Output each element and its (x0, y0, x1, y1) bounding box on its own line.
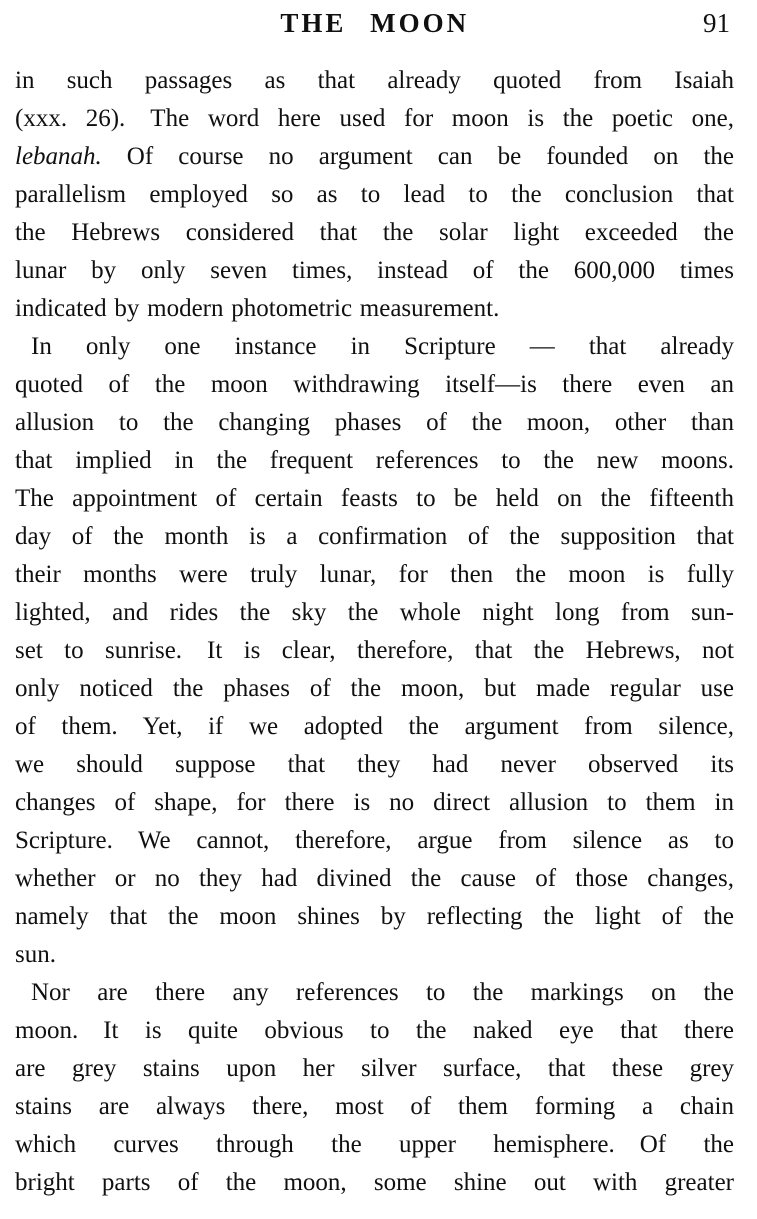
text-line: sun. (15, 941, 56, 968)
text-line: The appointment of certain feasts to be held on the fifteenth (15, 485, 734, 512)
text-line: namely that the moon shines by reflecting the light of the (15, 903, 734, 930)
text-line: day of the month is a confirmation of the supposition that (15, 523, 734, 550)
text-line: which curves through the upper hemisphere. Of the (15, 1131, 734, 1158)
text-line: changes of shape, for there is no direct allusion to them in (15, 789, 734, 816)
text-line: only noticed the phases of the moon, but made regular use (15, 675, 734, 702)
text-line: whether or no they had divined the cause of those changes, (15, 865, 734, 892)
text-line: parallelism employed so as to lead to the conclusion that (15, 181, 734, 208)
text-line: (xxx. 26). The word here used for moon is the poetic one, (15, 105, 734, 132)
text-line: are grey stains upon her silver surface, that these grey (15, 1055, 734, 1082)
text-line: Nor are there any references to the markings on the (31, 979, 734, 1006)
text-line: indicated by modern photometric measurement. (15, 295, 500, 322)
text-line: we should suppose that they had never observed its (15, 751, 734, 778)
text-line: lunar by only seven times, instead of the 600,000 times (15, 257, 734, 284)
text-line: bright parts of the moon, some shine out with greater (15, 1169, 734, 1196)
text-line: moon. It is quite obvious to the naked eye that there (15, 1017, 734, 1044)
running-head (0, 6, 757, 48)
text-line: lighted, and rides the sky the whole night long from sun- (15, 599, 734, 626)
running-head-title: THE MOON (280, 8, 470, 38)
text-line: In only one instance in Scripture — that already (31, 333, 734, 360)
text-line: allusion to the changing phases of the moon, other than (15, 409, 734, 436)
page-body (15, 62, 734, 1202)
text-line: set to sunrise. It is clear, therefore, that the Hebrews, not (15, 637, 734, 664)
text-line: that implied in the frequent references to the new moons. (15, 447, 734, 474)
text-line: the Hebrews considered that the solar light exceeded the (15, 219, 734, 246)
text-line: quoted of the moon withdrawing itself—is there even an (15, 371, 734, 398)
page-number: 91 (703, 8, 730, 38)
text-line: lebanah. Of course no argument can be founded on the (15, 143, 734, 170)
text-line: Scripture. We cannot, therefore, argue from silence as to (15, 827, 734, 854)
text-line: in such passages as that already quoted from Isaiah (15, 67, 734, 94)
text-line: stains are always there, most of them forming a chain (15, 1093, 734, 1120)
text-line: their months were truly lunar, for then the moon is fully (15, 561, 734, 588)
text-line: of them. Yet, if we adopted the argument from silence, (15, 713, 734, 740)
